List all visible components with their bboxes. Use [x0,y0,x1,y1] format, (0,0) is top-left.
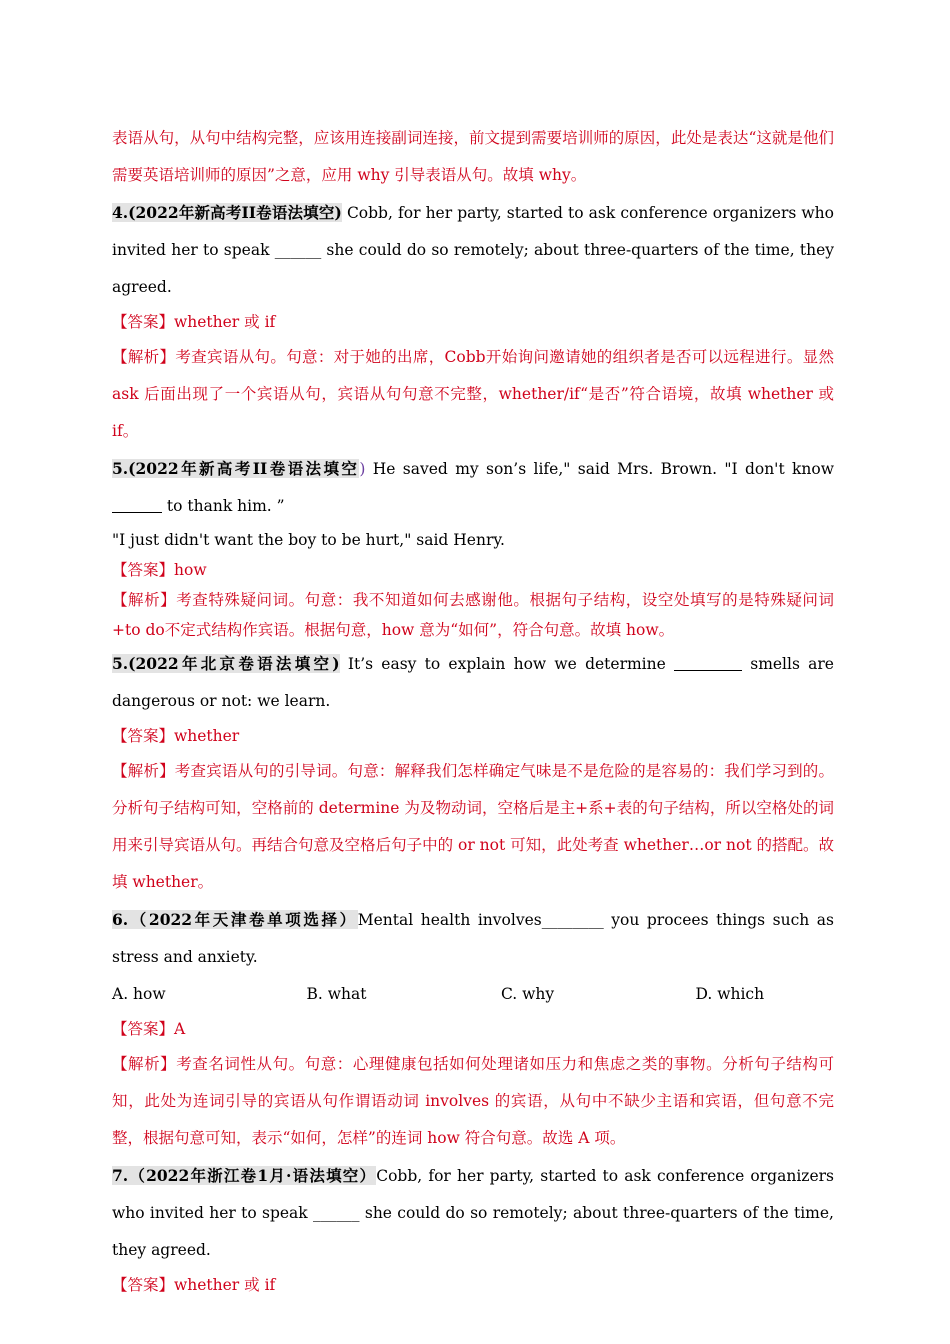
question-6-blank: ________ [541,911,604,929]
question-5b-blank [674,656,742,671]
question-5a-label: 5.(2022年新高考II卷语法填空 [112,459,360,478]
question-4-text-before: Cobb, for her party, started to ask conference organizers who invited her to speak [112,204,834,259]
question-5a-explanation: 【解析】考查特殊疑问词。句意：我不知道如何去感谢他。根据句子结构，设空处填写的是特殊疑问词+to do不定式结构作宾语。根据句意，how 意为“如何”，符合句意。故填 how。 [112,591,834,639]
question-6-options [112,976,834,1013]
question-5b [112,645,834,720]
question-5a-answer: 【答案】how [112,561,207,579]
question-6-label: 6.（2022年天津卷单项选择） [112,910,358,929]
question-6-explanation: 【解析】考查名词性从句。句意：心理健康包括如何处理诸如压力和焦虑之类的事物。分析句子结构可知，此处为连词引导的宾语从句作谓语动词 involves 的宾语，从句中不缺少主语和宾语，但句意不完整，根据句意可知，表示“如何，怎样”的连词 how 符合句意。故选 A 项。 [112,1055,834,1147]
question-7-text-before: Cobb, for her party, started to ask conference organizers who invited her to speak [112,1167,834,1222]
question-4-answer: 【答案】whether 或 if [112,313,276,331]
question-5a-blank [112,498,162,513]
question-7-blank: ______ [313,1204,360,1222]
question-7-answer: 【答案】whether 或 if [112,1276,276,1294]
question-5a-text-before: He saved my son’s life," said Mrs. Brown. "I don't know [365,460,835,478]
question-7-text-after: she could do so remotely; about three-quarters of the time, they agreed. [112,1204,834,1259]
question-7 [112,1157,834,1269]
question-4-explanation: 【解析】考查宾语从句。句意：对于她的出席，Cobb开始询问邀请她的组织者是否可以远程进行。显然 ask 后面出现了一个宾语从句，宾语从句句意不完整，whether/if“是否”符合语境，故填 whether 或 if。 [112,348,834,440]
option-c: C. why [501,985,555,1003]
question-5a-text-after: to thank him. ” [162,497,285,515]
document-page [112,120,834,1302]
question-5b-label: 5.(2022年北京卷语法填空) [112,654,340,673]
question-4-label: 4.(2022年新高考II卷语法填空) [112,203,342,222]
question-5b-answer: 【答案】whether [112,727,240,745]
question-4-text-after: she could do so remotely; about three-quarters of the time, they agreed. [112,241,834,296]
option-b: B. what [306,985,367,1003]
question-5a-line2: "I just didn't want the boy to be hurt," said Henry. [112,531,505,549]
question-6 [112,901,834,976]
question-5b-explanation: 【解析】考查宾语从句的引导词。句意：解释我们怎样确定气味是不是危险的是容易的：我们学习到的。分析句子结构可知，空格前的 determine 为及物动词，空格后是主+系+表的句子结构，所以空格处的词用来引导宾语从句。再结合句意及空格后句子中的 or not 可知，此处考查 whether…or not 的搭配。故填 whether。 [112,762,834,891]
question-6-text-before: Mental health involves [357,911,542,929]
question-5a [112,450,834,525]
question-7-label: 7.（2022年浙江卷1月·语法填空） [112,1166,377,1185]
option-a: A. how [112,985,166,1003]
question-5b-text-after: smells are dangerous or not: we learn. [112,655,834,710]
question-6-text-after: you procees things such as stress and anxiety. [112,911,834,966]
question-4 [112,194,834,306]
question-6-answer: 【答案】A [112,1020,186,1038]
question-5b-text-before: It’s easy to explain how we determine [339,655,675,673]
intro-explanation: 表语从句，从句中结构完整，应该用连接副词连接，前文提到需要培训师的原因，此处是表达“这就是他们需要英语培训师的原因”之意，应用 why 引导表语从句。故填 why。 [112,129,834,184]
question-5a-paren: ) [359,460,366,478]
option-d: D. which [695,985,765,1003]
question-4-blank: ______ [274,241,322,259]
